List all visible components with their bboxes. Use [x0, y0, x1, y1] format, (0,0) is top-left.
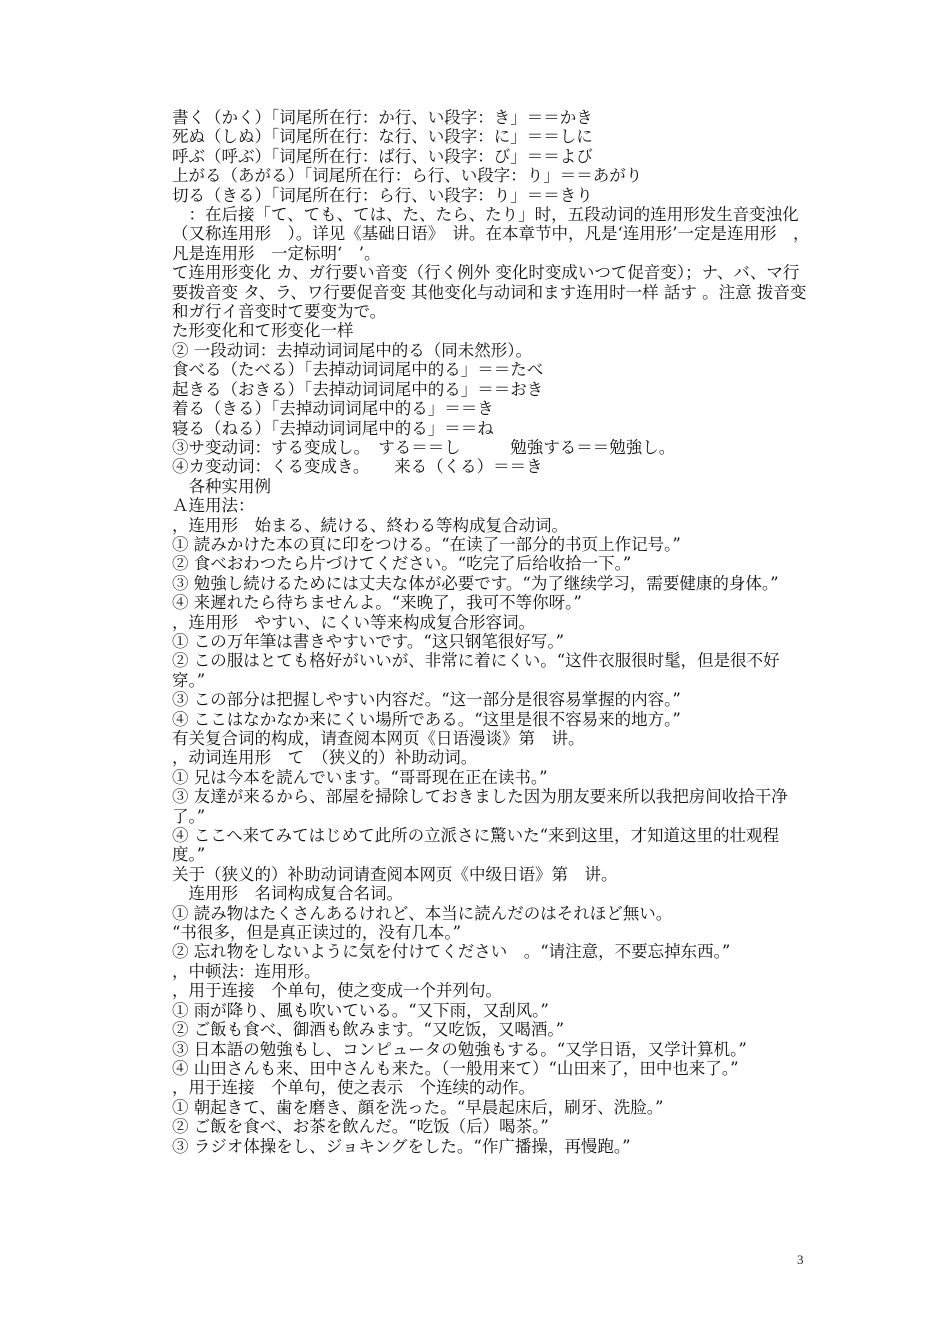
section-heading: Ａ连用法：: [172, 496, 255, 516]
page-number: 3: [797, 1252, 804, 1267]
text-line: ，连用形 始まる、続ける、終わる等构成复合动词。: [172, 515, 568, 535]
text-line: 切る（きる）「词尾所在行：ら行、い段字：り」＝＝きり: [172, 185, 593, 205]
text-line: ③ この部分は把握しやすい内容だ。“这一部分是很容易掌握的内容。”: [172, 690, 681, 710]
text-line: ② 忘れ物をしないように気を付けてください 。“请注意，不要忘掉东西。”: [172, 942, 731, 962]
text-line: ③ 友達が来るから、部屋を掃除しておきました因为朋友要来所以我把房间收拾干净了。”: [172, 787, 788, 826]
text-line: ，动词连用形 て （狭义的）补助动词。: [172, 748, 478, 768]
text-line: ② ご飯を食べ、お茶を飲んだ。“吃饭（后）喝茶。”: [172, 1117, 549, 1137]
text-line: 着る（きる）「去掉动词词尾中的る」＝＝き: [172, 399, 494, 419]
text-line: “书很多，但是真正读过的，没有几本。”: [172, 923, 462, 943]
text-line: ① 読み物はたくさんあるけれど、本当に読んだのはそれほど無い。: [172, 903, 673, 923]
text-line: 書く（かく）「词尾所在行：か行、い段字：き」＝＝かき: [172, 108, 593, 127]
text-line: ① 朝起きて、歯を磨き、顔を洗った。“早晨起床后，刷牙、洗脸。”: [172, 1097, 664, 1117]
text-line: ，中顿法：连用形。: [172, 961, 321, 981]
text-line: ，用于连接 个单句，使之变成一个并列句。: [172, 981, 502, 1001]
text-paragraph: て连用形变化 カ、ガ行要い音变（行く例外 变化时变成いつて促音变）；ナ、バ、マ行要拨音变 タ、ラ、ワ行要促音变 其他变化与动词和ます连用时一样 話す 。注意 拨音变和ガ行イ音变时て要变为で。: [172, 263, 807, 322]
text-line: ② この服はとても格好がいいが、非常に着にくい。“这件衣服很时髦，但是很不好穿。”: [172, 651, 780, 690]
text-line: 呼ぶ（呼ぶ）「词尾所在行：ば行、い段字：び」＝＝よび: [172, 146, 593, 166]
text-line: 关于（狭义的）补助动词请查阅本网页《中级日语》第 讲。: [172, 864, 618, 884]
text-line: 有关复合词的构成，请查阅本网页《日语漫谈》第 讲。: [172, 729, 585, 748]
text-line: ，连用形 やすい、にくい等来构成复合形容词。: [172, 612, 535, 632]
text-line: 连用形 名词构成复合名词。: [172, 884, 403, 904]
text-line: ① 兄は今本を読んでいます。“哥哥现在正在读书。”: [172, 767, 548, 787]
section-heading: 各种实用例: [172, 476, 271, 496]
text-line: ③サ变动词：する变成し。 する＝＝し 勉強する＝＝勉強し。: [172, 437, 676, 457]
text-line: ① 雨が降り、風も吹いている。“又下雨，又刮风。”: [172, 1000, 549, 1020]
text-line: ④ ここはなかなか来にくい場所である。“这里是很不容易来的地方。”: [172, 709, 681, 729]
text-line: ④カ变动词：くる变成き。 来る（くる）＝＝き: [172, 457, 543, 477]
text-line: ③ 勉強し続けるためには丈夫な体が必要です。“为了继续学习，需要健康的身体。”: [172, 573, 779, 593]
text-line: 起きる（おきる）「去掉动词词尾中的る」＝＝おき: [172, 379, 544, 399]
text-line: ，用于连接 个单句，使之表示 个连续的动作。: [172, 1078, 535, 1098]
text-line: ③ 日本語の勉強もし、コンピュータの勉強もする。“又学日语，又学计算机。”: [172, 1039, 747, 1059]
text-line: 食べる（たべる）「去掉动词词尾中的る」＝＝たべ: [172, 360, 544, 380]
text-line: ④ 山田さんも来、田中さんも来た。（一般用来て）“山田来了，田中也来了。”: [172, 1058, 739, 1078]
document-body: [172, 108, 812, 1156]
text-line: ④ 来遲れたら待ちませんよ。“来晚了，我可不等你呀。”: [172, 593, 582, 613]
text-line: 寝る（ねる）「去掉动词词尾中的る」＝＝ね: [172, 418, 494, 438]
text-line: ② 一段动词：去掉动词词尾中的る（同未然形）。: [172, 340, 532, 360]
text-line: ① この万年筆は書きやすいです。“这只钢笔很好写。”: [172, 631, 565, 651]
text-paragraph: ：在后接「て、ても、ては、た、たら、たり」时，五段动词的连用形发生音变浊化（又称连用形 ）。详见《基础日语》 讲。在本章节中，凡是‘连用形’一定是连用形 ，凡是连用形 一定标明‘ ’。: [172, 205, 810, 263]
text-line: ② ご飯も食べ、御酒も飲みます。“又吃饭，又喝酒。”: [172, 1020, 565, 1040]
text-line: た形变化和て形变化一样: [172, 321, 354, 341]
text-line: ④ ここへ来てみてはじめて此所の立派さに驚いた“来到这里，才知道这里的壮观程度。”: [172, 826, 780, 865]
text-line: ③ ラジオ体操をし、ジョキングをした。“作广播操，再慢跑。”: [172, 1136, 631, 1156]
text-line: ① 読みかけた本の頁に印をつける。“在读了一部分的书页上作记号。”: [172, 534, 681, 554]
text-line: 死ぬ（しぬ）「词尾所在行：な行、い段字：に」＝＝しに: [172, 127, 593, 147]
text-line: ② 食べおわつたら片づけてください。“吃完了后给收拾一下。”: [172, 554, 632, 574]
text-line: 上がる（あがる）「词尾所在行：ら行、い段字：り」＝＝あがり: [172, 166, 643, 186]
